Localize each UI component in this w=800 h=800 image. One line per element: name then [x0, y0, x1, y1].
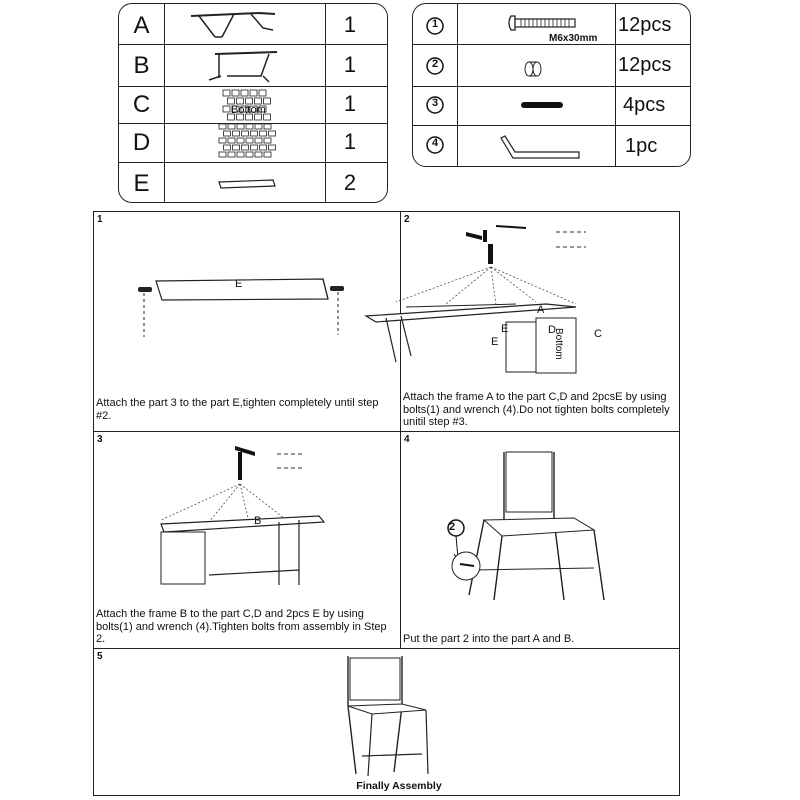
- parts-list-table: [118, 3, 388, 203]
- woven-seat-panel-icon: [219, 124, 275, 160]
- step-5-illustration: [342, 656, 432, 776]
- part-letter-c: C: [132, 91, 151, 118]
- dowel-icon: [519, 98, 567, 112]
- step-3-caption: Attach the frame B to the part C,D and 2pcs E by using bolts(1) and wrench (4).Tighten bolts from assembly in Step 2.: [96, 608, 387, 645]
- step-3-illustration: [159, 440, 399, 590]
- step-1-label-e: E: [235, 278, 243, 290]
- allen-wrench-icon: [501, 130, 587, 160]
- part-letter-e: E: [133, 170, 150, 197]
- frame-a-icon: [189, 10, 279, 40]
- step-5-caption: Finally Assembly: [356, 780, 442, 792]
- assembly-steps-grid: 1 2 3 4 5 E Attach the part 3 to the part E,tighten completely until step #2. A E E D C Bottom Attach the frame A to the part C,D and 2pcsE by using bolts(1) and wrench (4).Do not tighten bolts completely unitil step #3. B Attach the frame B to the part C,D and 2pcs E by using bolts(1) and wrench (4).Tighten bolts from assembly in Step 2. 2 Put the part 2 into the part A and B. Finally Assembly: [93, 211, 680, 796]
- step-1-illustration: [134, 267, 364, 347]
- hardware-qty-1: 12pcs: [618, 14, 672, 36]
- step-number-4: 4: [404, 434, 410, 445]
- step-number-3: 3: [97, 434, 103, 445]
- hardware-list-table: 1 2 3 4 M6x30mm 12pcs 12pcs 4pcs 1pc: [412, 3, 691, 167]
- part-qty-a: 1: [343, 12, 357, 37]
- hardware-qty-2: 12pcs: [618, 54, 672, 76]
- part-letter-a: A: [133, 12, 150, 39]
- step-2-caption: Attach the frame A to the part C,D and 2pcsE by using bolts(1) and wrench (4).Do not tighten bolts completely unitil step #3.: [403, 391, 670, 428]
- step-number-2: 2: [404, 214, 410, 225]
- part-c-bottom-label: Bottom: [231, 104, 266, 116]
- step-number-1: 1: [97, 214, 103, 225]
- cap-nut-icon: [521, 59, 545, 79]
- part-qty-d: 1: [343, 129, 357, 154]
- step-1-caption: Attach the part 3 to the part E,tighten completely until step #2.: [96, 397, 379, 422]
- bolt-icon: [507, 14, 579, 32]
- bolt-size-label: M6x30mm: [549, 33, 598, 44]
- stretcher-bar-icon: [217, 176, 279, 192]
- part-qty-b: 1: [343, 52, 357, 77]
- part-letter-d: D: [132, 129, 151, 156]
- step-4-illustration: [444, 440, 634, 610]
- part-letter-b: B: [133, 52, 150, 79]
- step-number-5: 5: [97, 651, 103, 662]
- step-4-caption: Put the part 2 into the part A and B.: [403, 633, 575, 645]
- part-qty-c: 1: [343, 91, 357, 116]
- part-qty-e: 2: [343, 170, 357, 195]
- hardware-qty-3: 4pcs: [623, 94, 666, 116]
- hardware-qty-4: 1pc: [625, 135, 658, 157]
- frame-b-icon: [207, 48, 287, 84]
- step-2-illustration: [456, 222, 636, 372]
